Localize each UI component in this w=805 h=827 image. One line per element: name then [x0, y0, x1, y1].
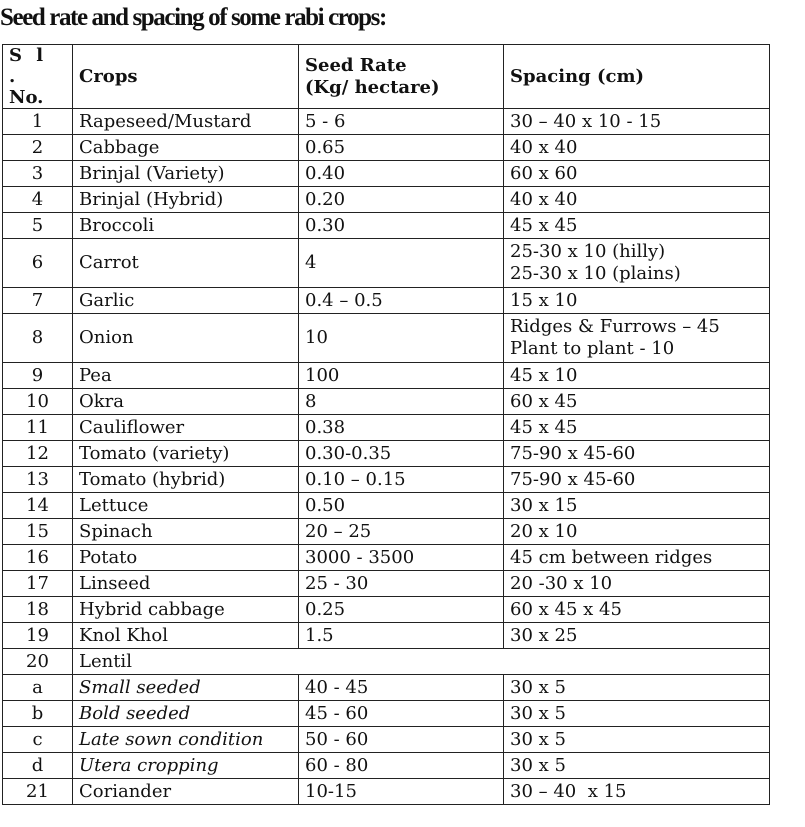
cell-spacing: 45 x 10	[504, 363, 770, 389]
header-crops: Crops	[73, 45, 299, 109]
cell-sl: 17	[3, 571, 73, 597]
cell-crop: Lettuce	[73, 493, 299, 519]
cell-seed-rate: 0.10 – 0.15	[299, 467, 504, 493]
cell-crop: Coriander	[73, 779, 299, 805]
cell-spacing-line1: Ridges & Furrows – 45	[510, 316, 720, 337]
cell-sl: 12	[3, 441, 73, 467]
table-row	[3, 649, 770, 675]
cell-sl: 15	[3, 519, 73, 545]
cell-sl: 5	[3, 213, 73, 239]
table-row	[3, 109, 770, 135]
cell-seed-rate: 8	[299, 389, 504, 415]
table-row	[3, 753, 770, 779]
cell-spacing	[504, 314, 770, 363]
cell-crop: Lentil	[73, 649, 770, 675]
table-row	[3, 239, 770, 288]
table-row	[3, 187, 770, 213]
cell-spacing: 20 -30 x 10	[504, 571, 770, 597]
cell-spacing: 40 x 40	[504, 187, 770, 213]
cell-seed-rate: 25 - 30	[299, 571, 504, 597]
cell-spacing-line2: Plant to plant - 10	[510, 338, 675, 359]
table-row	[3, 623, 770, 649]
cell-spacing: 30 x 5	[504, 727, 770, 753]
cell-spacing: 30 x 25	[504, 623, 770, 649]
cell-crop: Tomato (variety)	[73, 441, 299, 467]
cell-crop: Brinjal (Variety)	[73, 161, 299, 187]
table-row	[3, 288, 770, 314]
table-row	[3, 135, 770, 161]
cell-crop: Cauliflower	[73, 415, 299, 441]
cell-sl: c	[3, 727, 73, 753]
cell-crop: Rapeseed/Mustard	[73, 109, 299, 135]
table-row	[3, 701, 770, 727]
table-row	[3, 363, 770, 389]
cell-seed-rate: 0.50	[299, 493, 504, 519]
cell-crop: Small seeded	[73, 675, 299, 701]
cell-spacing: 45 x 45	[504, 213, 770, 239]
cell-crop: Spinach	[73, 519, 299, 545]
table-row	[3, 467, 770, 493]
cell-sl: 13	[3, 467, 73, 493]
cell-sl: 20	[3, 649, 73, 675]
table-row	[3, 779, 770, 805]
table-row	[3, 389, 770, 415]
cell-sl: 3	[3, 161, 73, 187]
cell-crop: Late sown condition	[73, 727, 299, 753]
table-row	[3, 161, 770, 187]
table-row	[3, 727, 770, 753]
cell-sl: 10	[3, 389, 73, 415]
cell-crop: Okra	[73, 389, 299, 415]
cell-spacing: 40 x 40	[504, 135, 770, 161]
cell-sl: 1	[3, 109, 73, 135]
cell-spacing-line2: 25-30 x 10 (plains)	[510, 263, 681, 284]
cell-spacing: 30 x 5	[504, 753, 770, 779]
cell-sl: 2	[3, 135, 73, 161]
cell-crop: Knol Khol	[73, 623, 299, 649]
table-row	[3, 415, 770, 441]
cell-sl: 19	[3, 623, 73, 649]
cell-seed-rate: 20 – 25	[299, 519, 504, 545]
cell-seed-rate: 10	[299, 314, 504, 363]
cell-seed-rate: 0.30	[299, 213, 504, 239]
cell-sl: 16	[3, 545, 73, 571]
header-sl-line2: No.	[9, 87, 44, 108]
cell-crop: Utera cropping	[73, 753, 299, 779]
header-sl-no	[3, 45, 73, 109]
cell-seed-rate: 10-15	[299, 779, 504, 805]
table-row	[3, 519, 770, 545]
cell-sl: 8	[3, 314, 73, 363]
cell-spacing-line1: 25-30 x 10 (hilly)	[510, 241, 666, 262]
cell-crop: Onion	[73, 314, 299, 363]
cell-crop: Potato	[73, 545, 299, 571]
cell-spacing: 20 x 10	[504, 519, 770, 545]
cell-sl: 9	[3, 363, 73, 389]
table-row	[3, 597, 770, 623]
cell-spacing: 45 x 45	[504, 415, 770, 441]
header-sl-line1: S l .	[9, 45, 48, 87]
cell-crop: Pea	[73, 363, 299, 389]
cell-seed-rate: 60 - 80	[299, 753, 504, 779]
cell-seed-rate: 3000 - 3500	[299, 545, 504, 571]
cell-seed-rate: 0.25	[299, 597, 504, 623]
table-row	[3, 213, 770, 239]
cell-spacing	[504, 239, 770, 288]
table-row	[3, 675, 770, 701]
cell-spacing: 60 x 45	[504, 389, 770, 415]
cell-spacing: 30 x 15	[504, 493, 770, 519]
cell-crop: Brinjal (Hybrid)	[73, 187, 299, 213]
table-row	[3, 314, 770, 363]
cell-sl: 18	[3, 597, 73, 623]
header-seed-rate-line2: (Kg/ hectare)	[305, 76, 440, 98]
cell-crop: Bold seeded	[73, 701, 299, 727]
header-seed-rate-line1: Seed Rate	[305, 54, 407, 76]
table-row	[3, 493, 770, 519]
header-spacing: Spacing (cm)	[504, 45, 770, 109]
cell-seed-rate: 40 - 45	[299, 675, 504, 701]
cell-spacing: 15 x 10	[504, 288, 770, 314]
cell-sl: a	[3, 675, 73, 701]
cell-crop: Cabbage	[73, 135, 299, 161]
table-row	[3, 571, 770, 597]
cell-seed-rate: 5 - 6	[299, 109, 504, 135]
cell-seed-rate: 0.40	[299, 161, 504, 187]
cell-seed-rate: 0.38	[299, 415, 504, 441]
cell-sl: 11	[3, 415, 73, 441]
cell-crop: Tomato (hybrid)	[73, 467, 299, 493]
table-header-row	[3, 45, 770, 109]
cell-seed-rate: 4	[299, 239, 504, 288]
cell-sl: 7	[3, 288, 73, 314]
cell-sl: 4	[3, 187, 73, 213]
header-seed-rate	[299, 45, 504, 109]
table-row	[3, 441, 770, 467]
cell-sl: 14	[3, 493, 73, 519]
crop-table	[2, 44, 770, 805]
cell-spacing: 60 x 45 x 45	[504, 597, 770, 623]
cell-sl: b	[3, 701, 73, 727]
cell-spacing: 75-90 x 45-60	[504, 441, 770, 467]
cell-spacing: 30 x 5	[504, 675, 770, 701]
cell-spacing: 30 – 40 x 15	[504, 779, 770, 805]
cell-spacing: 75-90 x 45-60	[504, 467, 770, 493]
cell-seed-rate: 0.4 – 0.5	[299, 288, 504, 314]
cell-crop: Garlic	[73, 288, 299, 314]
cell-seed-rate: 0.30-0.35	[299, 441, 504, 467]
cell-crop: Broccoli	[73, 213, 299, 239]
cell-spacing: 45 cm between ridges	[504, 545, 770, 571]
cell-spacing: 30 – 40 x 10 - 15	[504, 109, 770, 135]
cell-crop: Hybrid cabbage	[73, 597, 299, 623]
cell-sl: d	[3, 753, 73, 779]
cell-seed-rate: 1.5	[299, 623, 504, 649]
cell-crop: Linseed	[73, 571, 299, 597]
cell-seed-rate: 0.20	[299, 187, 504, 213]
cell-sl: 21	[3, 779, 73, 805]
cell-crop: Carrot	[73, 239, 299, 288]
cell-seed-rate: 100	[299, 363, 504, 389]
table-row	[3, 545, 770, 571]
page-title: Seed rate and spacing of some rabi crops:	[0, 4, 386, 31]
cell-seed-rate: 45 - 60	[299, 701, 504, 727]
cell-seed-rate: 0.65	[299, 135, 504, 161]
cell-spacing: 30 x 5	[504, 701, 770, 727]
cell-seed-rate: 50 - 60	[299, 727, 504, 753]
cell-spacing: 60 x 60	[504, 161, 770, 187]
cell-sl: 6	[3, 239, 73, 288]
